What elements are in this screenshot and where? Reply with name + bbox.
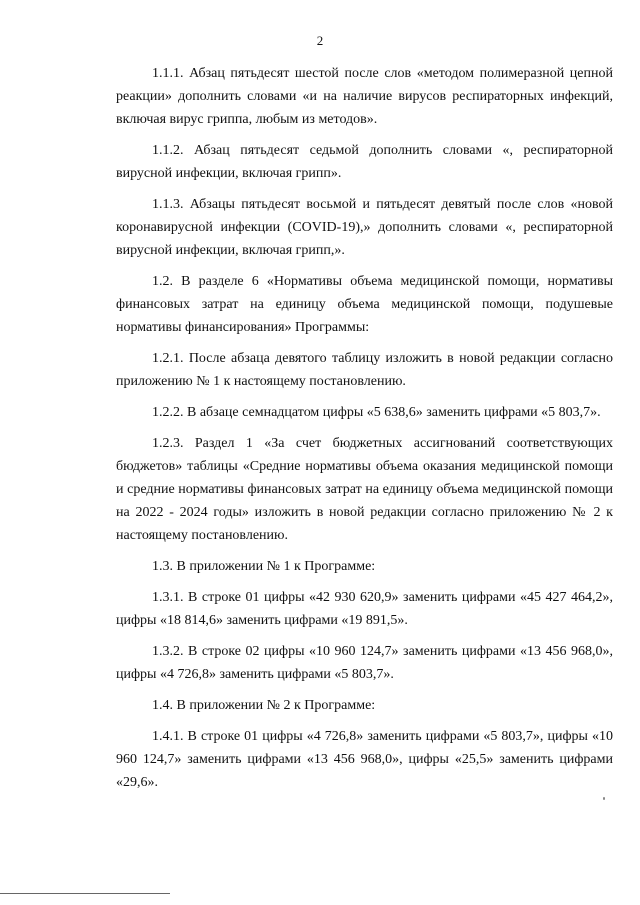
paragraph-1-3-2: 1.3.2. В строке 02 цифры «10 960 124,7» заменить цифрами «13 456 968,0», цифры «4 726,8» заменить цифрами «5 803,7».	[116, 644, 613, 682]
document-body	[116, 62, 613, 802]
paragraph-1-1-3: 1.1.3. Абзацы пятьдесят восьмой и пятьдесят девятый после слов «новой коронавирусной инфекции (COVID-19),» дополнить словами «, респираторной вирусной инфекции, включая грипп,».	[116, 197, 613, 258]
paragraph-1-4-1: 1.4.1. В строке 01 цифры «4 726,8» заменить цифрами «5 803,7», цифры «10 960 124,7» заменить цифрами «13 456 968,0», цифры «25,5» заменить цифрами «29,6».	[116, 729, 613, 790]
paragraph-1-2-2: 1.2.2. В абзаце семнадцатом цифры «5 638,6» заменить цифрами «5 803,7».	[152, 405, 601, 420]
footer-rule	[0, 893, 170, 894]
paragraph-1-1-1: 1.1.1. Абзац пятьдесят шестой после слов «методом полимеразной цепной реакции» дополнить словами «и на наличие вирусов респираторных инфекций, включая вирус гриппа, любым из методов».	[116, 66, 613, 127]
paragraph-1-3: 1.3. В приложении № 1 к Программе:	[152, 559, 376, 574]
paragraph-1-2-3: 1.2.3. Раздел 1 «За счет бюджетных ассигнований соответствующих бюджетов» таблицы «Средние нормативы объема оказания медицинской помощи и средние нормативы финансовых затрат на единицу объема медицинской помощи на 2022 - 2024 годы» изложить в новой редакции согласно приложению № 2 к настоящему постановлению.	[116, 436, 613, 543]
paragraph-1-2: 1.2. В разделе 6 «Нормативы объема медицинской помощи, нормативы финансовых затрат на единицу объема медицинской помощи, подушевые нормативы финансирования» Программы:	[116, 274, 613, 335]
paragraph-1-2-1: 1.2.1. После абзаца девятого таблицу изложить в новой редакции согласно приложению № 1 к настоящему постановлению.	[116, 351, 613, 389]
scan-speck	[603, 797, 605, 800]
paragraph-1-3-1: 1.3.1. В строке 01 цифры «42 930 620,9» заменить цифрами «45 427 464,2», цифры «18 814,6» заменить цифрами «19 891,5».	[116, 590, 613, 628]
paragraph-1-1-2: 1.1.2. Абзац пятьдесят седьмой дополнить словами «, респираторной вирусной инфекции, включая грипп».	[116, 143, 613, 181]
page-number: 2	[316, 33, 324, 48]
paragraph-1-4: 1.4. В приложении № 2 к Программе:	[152, 698, 376, 713]
